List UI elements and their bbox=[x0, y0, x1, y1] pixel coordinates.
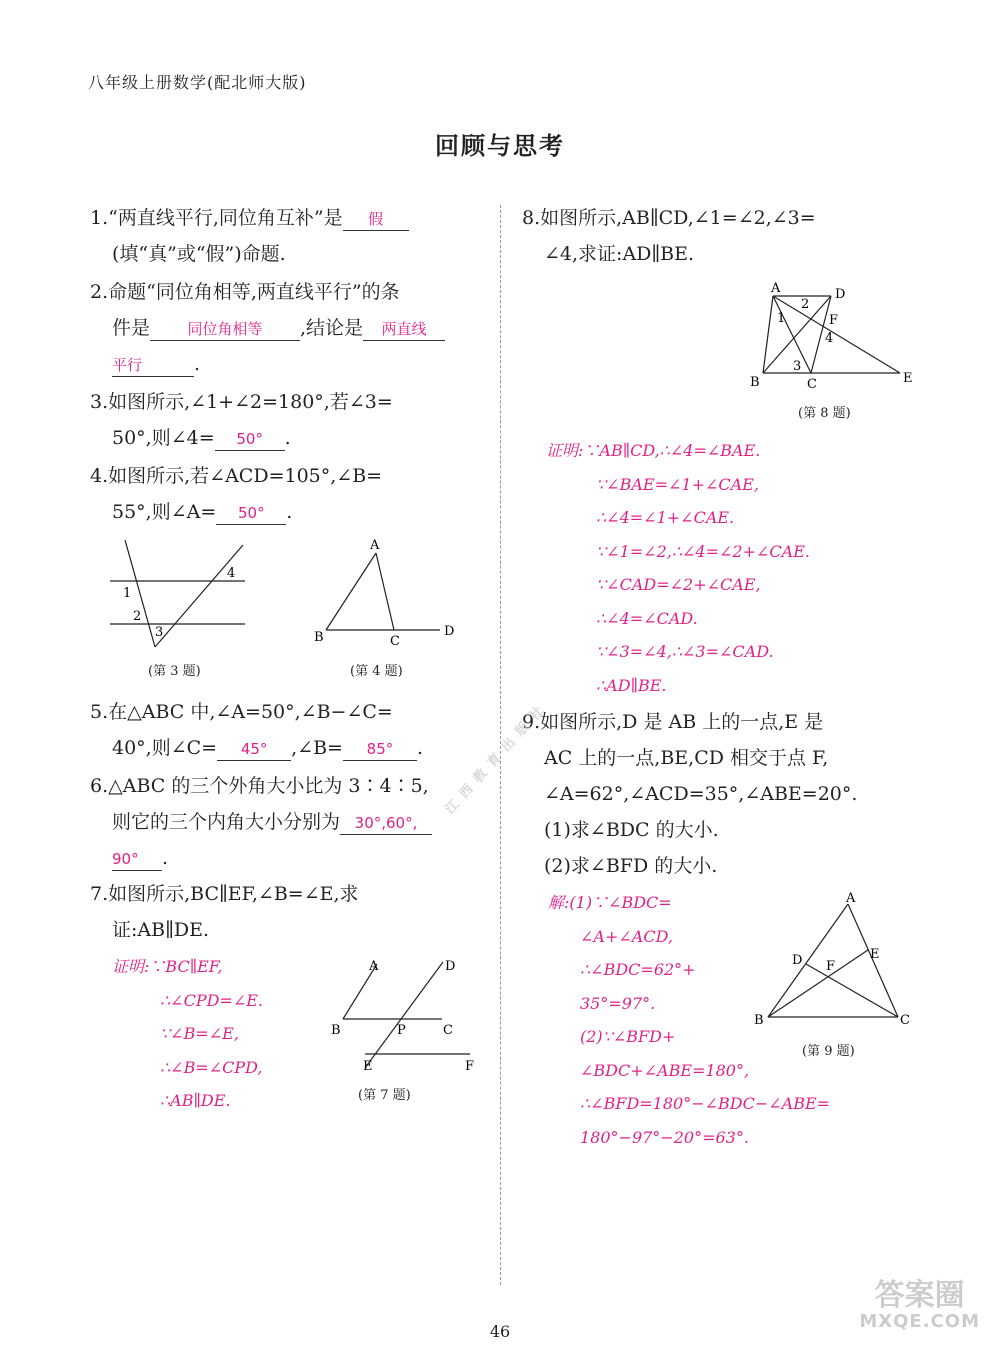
fig7-label: F bbox=[465, 1059, 475, 1074]
svg-text:江西教育出版社: 江西教育出版社 bbox=[442, 698, 553, 818]
question-2: 2.命题“同位角相等,两直线平行”的条 件是 同位角相等 ,结论是 两直线 平行 . bbox=[90, 274, 490, 382]
fig8-label: F bbox=[829, 313, 839, 328]
figure-4-caption: (第 4 题) bbox=[350, 664, 403, 679]
fig8-label: D bbox=[835, 287, 846, 302]
fig9-label: A bbox=[846, 892, 856, 906]
fig8-label: 1 bbox=[777, 311, 786, 326]
fig7-label: D bbox=[445, 959, 456, 974]
fig3-label: 3 bbox=[155, 625, 164, 640]
fig8-label: B bbox=[750, 375, 760, 390]
fig3-label: 4 bbox=[227, 566, 236, 581]
fig4-label: A bbox=[370, 538, 380, 553]
page-number: 46 bbox=[489, 1322, 511, 1341]
fig9-label: E bbox=[870, 947, 880, 962]
fig7-label: P bbox=[397, 1023, 406, 1038]
question-6: 6.△ABC 的三个外角大小比为 3∶4∶5, 则它的三个内角大小分别为 30°,60°, 90° . bbox=[90, 768, 490, 876]
q9-solution: 解:(1)∵∠BDC= ∠A+∠ACD, ∴∠BDC=62°+ 35°=97°. (2)∵∠BFD+ ∠BDC+∠ABE=180°, ∴∠BFD=180°−∠BDC−∠ABE= 180°−97°−20°=63°. bbox=[548, 893, 831, 1147]
answer-blank-q2-condition: 同位角相等 bbox=[150, 318, 300, 341]
answer-blank-q5-c: 45° bbox=[217, 738, 291, 761]
answer-blank-q1: 假 bbox=[343, 208, 409, 231]
fig8-label: 4 bbox=[825, 331, 834, 346]
figure-3-caption: (第 3 题) bbox=[148, 664, 201, 679]
q7-proof: 证明:∵BC∥EF, ∴∠CPD=∠E. ∵∠B=∠E, ∴∠B=∠CPD, ∴AB∥DE. bbox=[112, 957, 263, 1110]
fig7-label: C bbox=[443, 1023, 453, 1038]
figure-9-caption: (第 9 题) bbox=[802, 1044, 855, 1059]
figure-3 bbox=[105, 535, 255, 655]
question-4: 4.如图所示,若∠ACD=105°,∠B= 55°,则∠A= 50° . bbox=[90, 465, 383, 523]
fig8-label: E bbox=[903, 371, 913, 386]
fig8-label: A bbox=[771, 281, 781, 296]
figure-8-caption: (第 8 题) bbox=[798, 406, 851, 421]
figure-9 bbox=[750, 892, 920, 1030]
fig9-label: B bbox=[754, 1013, 764, 1028]
question-1: 1.“两直线平行,同位角互补”是 假 (填“真”或“假”)命题. bbox=[90, 200, 490, 272]
question-3: 3.如图所示,∠1+∠2=180°,若∠3= 50°,则∠4= 50° . bbox=[90, 391, 393, 449]
answer-blank-q3: 50° bbox=[215, 428, 285, 451]
fig7-label: B bbox=[331, 1023, 341, 1038]
figure-7-caption: (第 7 题) bbox=[358, 1088, 411, 1103]
page-title: 回顾与思考 bbox=[435, 132, 565, 160]
fig3-label: 1 bbox=[123, 586, 132, 601]
fig8-label: C bbox=[807, 377, 817, 392]
answer-blank-q2-conclusion: 两直线 bbox=[363, 318, 445, 341]
fig8-label: 2 bbox=[801, 297, 810, 312]
question-5: 5.在△ABC 中,∠A=50°,∠B−∠C= 40°,则∠C= 45° ,∠B= 85° . bbox=[90, 701, 423, 759]
fig4-label: B bbox=[314, 630, 324, 645]
figure-4 bbox=[308, 535, 468, 653]
figure-7 bbox=[325, 950, 490, 1075]
answer-blank-q4: 50° bbox=[216, 502, 286, 525]
site-logo: 答案圈 MXQE.COM bbox=[859, 1278, 980, 1332]
question-8: 8.如图所示,AB∥CD,∠1=∠2,∠3= ∠4,求证:AD∥BE. bbox=[522, 207, 816, 265]
fig8-label: 3 bbox=[793, 359, 802, 374]
question-9: 9.如图所示,D 是 AB 上的一点,E 是 AC 上的一点,BE,CD 相交于点 F, ∠A=62°,∠ACD=35°,∠ABE=20°. (1)求∠BDC 的大小. (2)求∠BFD 的大小. bbox=[522, 711, 858, 877]
fig9-label: C bbox=[900, 1013, 910, 1028]
fig4-label: C bbox=[390, 634, 400, 649]
answer-blank-q5-b: 85° bbox=[343, 738, 417, 761]
fig3-label: 2 bbox=[133, 609, 142, 624]
column-divider bbox=[500, 205, 501, 1285]
fig9-label: D bbox=[792, 953, 803, 968]
fig9-label: F bbox=[826, 959, 836, 974]
question-7: 7.如图所示,BC∥EF,∠B=∠E,求 证:AB∥DE. bbox=[90, 883, 359, 941]
running-header: 八年级上册数学(配北师大版) bbox=[88, 73, 307, 92]
figure-8 bbox=[745, 280, 920, 398]
q8-proof: 证明:∵AB∥CD,∴∠4=∠BAE. ∵∠BAE=∠1+∠CAE, ∴∠4=∠1+∠CAE. ∵∠1=∠2,∴∠4=∠2+∠CAE. ∵∠CAD=∠2+∠CAE, ∴∠4=∠CAD. ∵∠3=∠4,∴∠3=∠CAD. ∴AD∥BE. bbox=[546, 441, 810, 695]
fig7-label: A bbox=[369, 959, 379, 974]
fig4-label: D bbox=[444, 624, 455, 639]
answer-blank-q6: 30°,60°, bbox=[340, 812, 432, 835]
fig7-label: E bbox=[363, 1059, 373, 1074]
